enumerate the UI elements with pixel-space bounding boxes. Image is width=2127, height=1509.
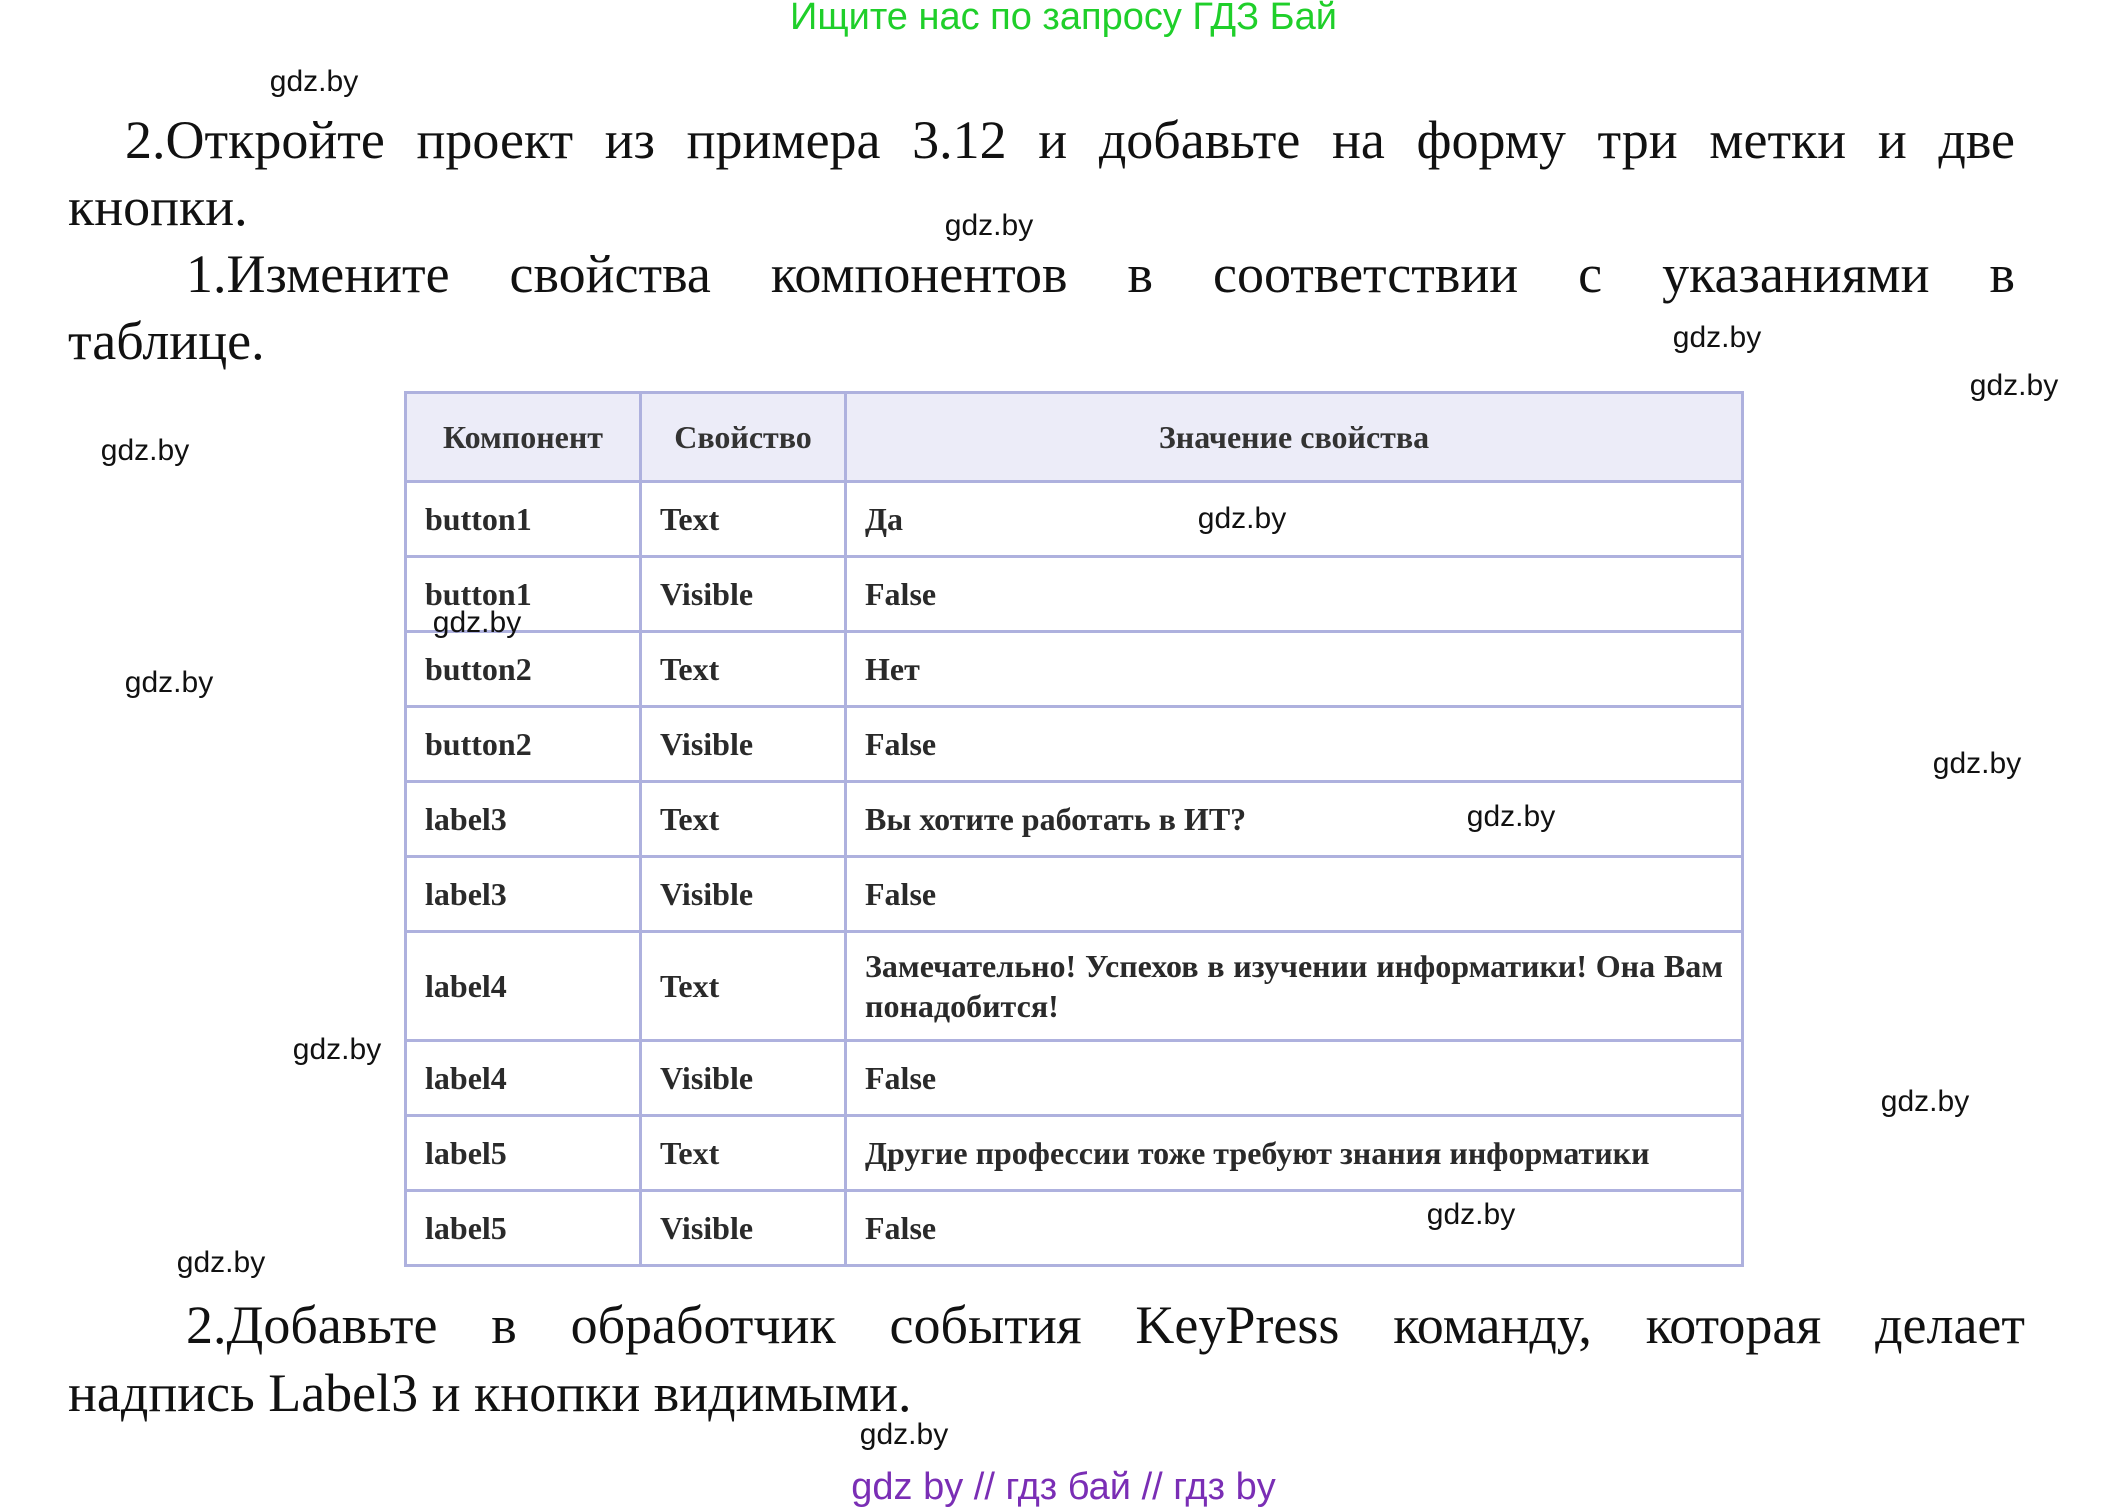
search-banner: Ищите нас по запросу ГДЗ Бай	[790, 0, 1337, 38]
table-row	[406, 1041, 1743, 1116]
cell-value: False	[846, 857, 1743, 932]
step2-text-line-2: надпись Label3 и кнопки видимыми.	[68, 1363, 912, 1423]
cell-component: label5	[406, 1116, 641, 1191]
header-property: Свойство	[641, 393, 846, 482]
table-row	[406, 1191, 1743, 1266]
cell-component: label3	[406, 782, 641, 857]
cell-component: button2	[406, 707, 641, 782]
header-component: Компонент	[406, 393, 641, 482]
watermark: gdz.by	[292, 1033, 382, 1066]
step2-text-line-1: 2.Добавьте в обработчик события KeyPress команду, которая делает	[186, 1295, 2025, 1355]
table-row	[406, 557, 1743, 632]
watermark: gdz.by	[1969, 369, 2059, 402]
cell-value: Нет	[846, 632, 1743, 707]
cell-property: Text	[641, 482, 846, 557]
watermark: gdz.by	[1880, 1085, 1970, 1118]
watermark: gdz.by	[432, 606, 522, 639]
table-row	[406, 707, 1743, 782]
watermark: gdz.by	[1672, 321, 1762, 354]
cell-property: Text	[641, 1116, 846, 1191]
cell-value: False	[846, 1191, 1743, 1266]
watermark: gdz.by	[124, 666, 214, 699]
watermark: gdz.by	[1197, 502, 1287, 535]
step1-text-line-2: таблице.	[68, 311, 265, 371]
table-row	[406, 1116, 1743, 1191]
watermark: gdz.by	[176, 1246, 266, 1279]
watermark: gdz.by	[269, 65, 359, 98]
cell-component: label4	[406, 1041, 641, 1116]
cell-component: button1	[406, 482, 641, 557]
cell-value: False	[846, 557, 1743, 632]
table-row	[406, 632, 1743, 707]
cell-property: Visible	[641, 557, 846, 632]
footer-links: gdz by // гдз бай // гдз by	[851, 1466, 1276, 1508]
cell-component: label4	[406, 932, 641, 1041]
task-text-line-2: кнопки.	[68, 177, 248, 237]
step1-text-line-1: 1.Измените свойства компонентов в соответствии с указаниями в	[186, 244, 2015, 304]
cell-component: label5	[406, 1191, 641, 1266]
cell-component: label3	[406, 857, 641, 932]
cell-property: Visible	[641, 1041, 846, 1116]
table-row	[406, 932, 1743, 1041]
cell-value: Замечательно! Успехов в изучении информатики! Она Вам понадобится!	[846, 932, 1743, 1041]
cell-property: Visible	[641, 1191, 846, 1266]
cell-value: False	[846, 707, 1743, 782]
cell-property: Visible	[641, 857, 846, 932]
cell-value: Вы хотите работать в ИТ?	[846, 782, 1743, 857]
header-value: Значение свойства	[846, 393, 1743, 482]
cell-property: Text	[641, 932, 846, 1041]
cell-value: Другие профессии тоже требуют знания информатики	[846, 1116, 1743, 1191]
cell-property: Visible	[641, 707, 846, 782]
watermark: gdz.by	[100, 434, 190, 467]
table-row	[406, 857, 1743, 932]
watermark: gdz.by	[859, 1418, 949, 1451]
cell-value: Да	[846, 482, 1743, 557]
table-row	[406, 482, 1743, 557]
cell-component: button1	[406, 557, 641, 632]
cell-component: button2	[406, 632, 641, 707]
cell-property: Text	[641, 632, 846, 707]
table-header-row	[406, 393, 1743, 482]
task-text-line-1: 2.Откройте проект из примера 3.12 и добавьте на форму три метки и две	[125, 110, 2015, 170]
watermark: gdz.by	[944, 209, 1034, 242]
watermark: gdz.by	[1466, 800, 1556, 833]
watermark: gdz.by	[1426, 1198, 1516, 1231]
watermark: gdz.by	[1932, 747, 2022, 780]
cell-value: False	[846, 1041, 1743, 1116]
cell-property: Text	[641, 782, 846, 857]
